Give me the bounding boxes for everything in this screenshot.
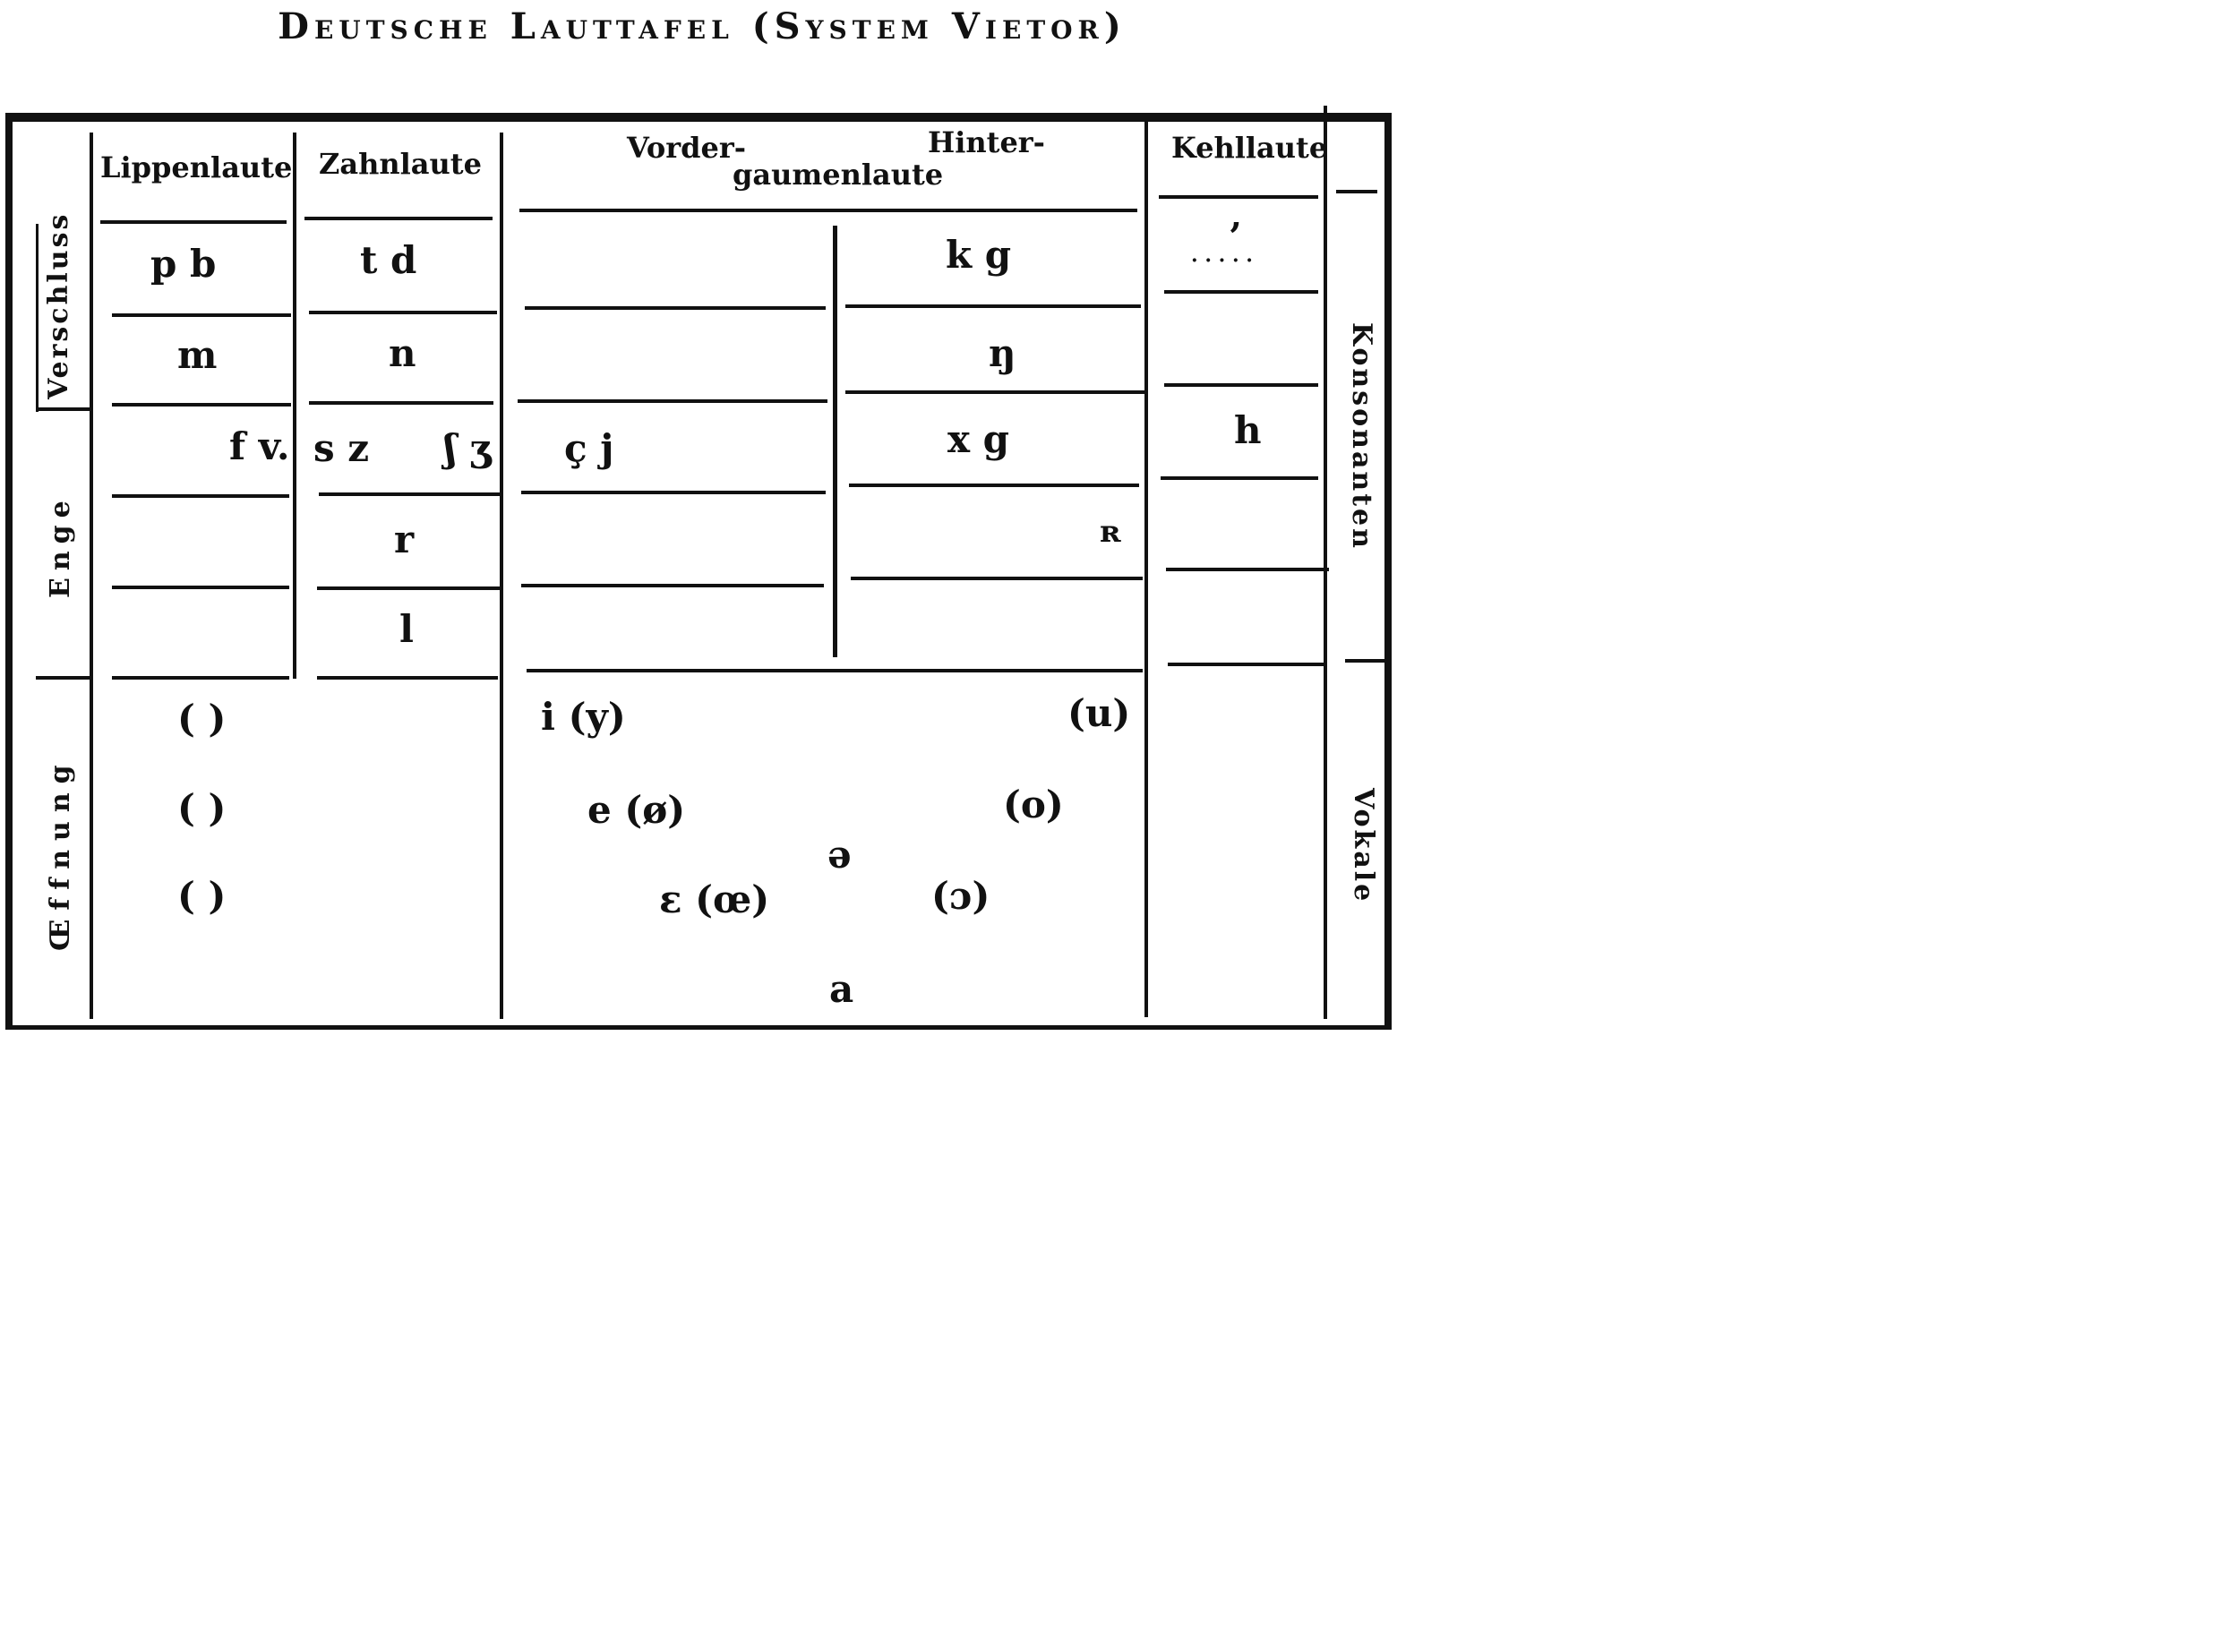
row-divider: [304, 217, 493, 220]
vowel-lip-low: ( ): [177, 874, 227, 918]
row-divider: [845, 390, 1146, 394]
row-divider: [317, 676, 498, 680]
column-header-kehllaute: Kehllaute: [1171, 131, 1328, 165]
column-rule: [1144, 113, 1148, 1017]
cell-x-g: x g: [947, 417, 1010, 461]
row-divider: [36, 407, 90, 411]
row-divider: [317, 586, 500, 590]
row-divider: [36, 224, 39, 412]
row-label-verschluss: Verschluss: [43, 211, 74, 399]
cell-p-b: p b: [150, 242, 217, 286]
vowel-lip-mid: ( ): [177, 786, 227, 830]
cell-k-g: k g: [946, 233, 1012, 277]
row-divider: [112, 313, 291, 317]
side-label-vokale: Vokale: [1348, 788, 1379, 904]
vowel-e-oe: e (ø): [587, 788, 686, 832]
vowel-o: (o): [1003, 783, 1064, 826]
row-divider: [518, 399, 827, 403]
row-divider: [521, 584, 824, 587]
cell-c-j: ç j: [564, 426, 614, 470]
vowel-a: a: [829, 967, 854, 1011]
column-rule: [1324, 106, 1327, 1019]
vowel-open-o: (ɔ): [931, 874, 990, 918]
vowel-open-e-oe: ɛ (œ): [659, 877, 770, 921]
row-divider: [527, 669, 1143, 672]
cell-n: n: [389, 331, 416, 375]
column-header-lippenlaute: Lippenlaute: [100, 150, 293, 184]
vowel-lip-high: ( ): [177, 697, 227, 740]
vowel-u: (u): [1067, 691, 1131, 735]
cell-glottal-stop: ’: [1229, 215, 1242, 259]
cell-l: l: [399, 607, 414, 651]
vowel-schwa: ə: [827, 833, 852, 877]
side-label-konsonanten: Konsonanten: [1346, 322, 1377, 551]
row-label-enge: Enge: [45, 493, 76, 598]
row-divider: [112, 494, 289, 498]
column-rule: [833, 226, 837, 657]
row-divider: [112, 676, 289, 680]
cell-t-d: t d: [360, 238, 417, 282]
row-divider: [309, 401, 493, 405]
row-divider: [319, 492, 501, 496]
cell-glottal-dots: · · · · ·: [1191, 249, 1253, 272]
row-divider: [1159, 195, 1318, 199]
row-divider: [36, 676, 90, 680]
row-label-oeffnung: Œffnung: [45, 756, 76, 951]
cell-r: r: [394, 518, 415, 561]
row-divider: [851, 577, 1143, 580]
row-divider: [309, 311, 497, 314]
cell-eng: ŋ: [989, 331, 1016, 375]
row-divider: [1345, 659, 1384, 663]
cell-sh-zh: ʃ ʒ: [444, 426, 492, 470]
row-divider: [1166, 568, 1329, 571]
row-divider: [521, 491, 826, 494]
row-divider: [525, 306, 826, 310]
cell-m: m: [177, 333, 218, 377]
row-divider: [112, 586, 289, 589]
column-rule: [500, 133, 503, 1019]
column-header-zahnlaute: Zahnlaute: [319, 147, 482, 181]
row-divider: [845, 304, 1141, 308]
row-divider: [1168, 663, 1325, 666]
row-divider: [1161, 476, 1318, 480]
cell-s-z: s z: [313, 426, 370, 470]
cell-f-v: f v.: [229, 424, 290, 468]
vowel-i-y: i (y): [541, 695, 626, 739]
column-header-vorder: Vorder-: [627, 131, 746, 165]
row-divider: [849, 484, 1139, 487]
row-divider: [1164, 383, 1318, 387]
row-divider: [519, 209, 1137, 212]
row-divider: [1336, 190, 1377, 193]
page-title: Deutsche Lauttafel (System Vietor): [278, 5, 1127, 47]
column-rule: [293, 133, 296, 679]
row-divider: [100, 220, 287, 224]
column-header-hinter: Hinter-: [928, 125, 1045, 159]
column-rule: [90, 133, 93, 1019]
column-header-gaumenlaute: gaumenlaute: [733, 158, 944, 192]
cell-uvular-r: ʀ: [1100, 514, 1121, 550]
cell-h: h: [1234, 408, 1262, 452]
row-divider: [112, 403, 291, 407]
row-divider: [1164, 290, 1318, 294]
